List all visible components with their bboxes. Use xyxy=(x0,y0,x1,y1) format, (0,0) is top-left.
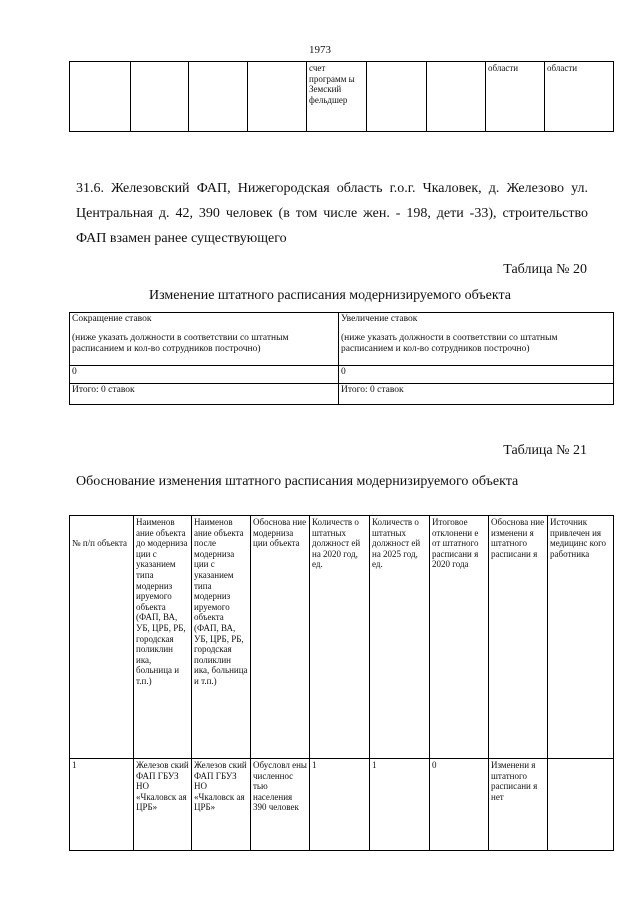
top-table-cell xyxy=(427,62,486,132)
table21-header-deviation: Итоговое отклонени е от штатного расписани я 2020 года xyxy=(430,516,489,759)
table21-header-number: № п/п объекта xyxy=(70,516,134,759)
table21-cell: Обусловл ены численнос тью населения 390 человек xyxy=(251,759,310,851)
top-table-cell xyxy=(70,62,131,132)
table21-title: Обоснование изменения штатного расписания модернизируемого объекта xyxy=(76,474,519,489)
table21-number: Таблица № 21 xyxy=(503,443,587,458)
table21-cell xyxy=(548,759,614,851)
table20-col2-header xyxy=(339,313,614,366)
table21-cell: 1 xyxy=(310,759,370,851)
table21-header-positions-2020: Количеств о штатных должност ей на 2020 год, ед. xyxy=(310,516,370,759)
table21-header-justification: Обоснова ние модерниза ции объекта xyxy=(251,516,310,759)
table20-col1-header-title: Сокращение ставок xyxy=(72,314,152,324)
page-number: 1973 xyxy=(309,44,331,56)
table21-cell: Железов ский ФАП ГБУЗ НО «Чкаловск ая ЦРБ» xyxy=(134,759,192,851)
top-table-cell xyxy=(189,62,248,132)
table21-header-name-after: Наименов ание объекта после модерниза ции с указанием типа модерниз ируемого объекта (ФАП, ВА, УБ, ЦРБ, РБ, городская поликлин ика, больница и т.п.) xyxy=(192,516,251,759)
top-table-cell-region: области xyxy=(545,62,614,132)
table21-header-name-before: Наименов ание объекта до модерниза ции с указанием типа модерниз ируемого объекта (ФАП, ВА, УБ, ЦРБ, РБ, городская поликлин ика, больница и т.п.) xyxy=(134,516,192,759)
top-table-cell-program: счет программ ы Земский фельдшер xyxy=(307,62,367,132)
table20-total: Итого: 0 ставок xyxy=(339,384,614,405)
table20-number: Таблица № 20 xyxy=(503,262,587,277)
table20-col1-header-note: (ниже указать должности в соответствии со штатным расписанием и кол-во сотрудников построчно) xyxy=(72,333,289,354)
table20-total: Итого: 0 ставок xyxy=(70,384,339,405)
table21-cell: 0 xyxy=(430,759,489,851)
table21-cell: 1 xyxy=(70,759,134,851)
top-table-cell xyxy=(367,62,427,132)
table21 xyxy=(69,515,614,851)
table20-col2-header-note: (ниже указать должности в соответствии со штатным расписанием и кол-во сотрудников построчно) xyxy=(341,333,558,354)
top-table xyxy=(69,61,614,132)
table21-cell: Железов ский ФАП ГБУЗ НО «Чкаловск ая ЦРБ» xyxy=(192,759,251,851)
table21-cell: 1 xyxy=(370,759,430,851)
object-description-paragraph: 31.6. Железовский ФАП, Нижегородская область г.о.г. Чкаловек, д. Железово ул. Центральная д. 42, 390 человек (в том числе жен. - 198, дети -33), строительство ФАП взамен ранее существующего xyxy=(76,181,588,246)
table21-header-source: Источник привлечен ия медицинс кого работника xyxy=(548,516,614,759)
top-table-cell xyxy=(248,62,307,132)
table20 xyxy=(69,312,614,405)
table20-col1-header xyxy=(70,313,339,366)
table21-cell: Изменени я штатного расписани я нет xyxy=(489,759,548,851)
table20-row-value: 0 xyxy=(70,366,339,384)
table21-header-positions-2025: Количеств о штатных должност ей на 2025 год, ед. xyxy=(370,516,430,759)
top-table-cell xyxy=(131,62,189,132)
table20-row-value: 0 xyxy=(339,366,614,384)
top-table-cell: области xyxy=(486,62,545,132)
table21-header-change-justification: Обоснова ние изменени я штатного расписани я xyxy=(489,516,548,759)
table20-col2-header-title: Увеличение ставок xyxy=(341,314,418,324)
table20-title: Изменение штатного расписания модернизируемого объекта xyxy=(148,288,512,303)
